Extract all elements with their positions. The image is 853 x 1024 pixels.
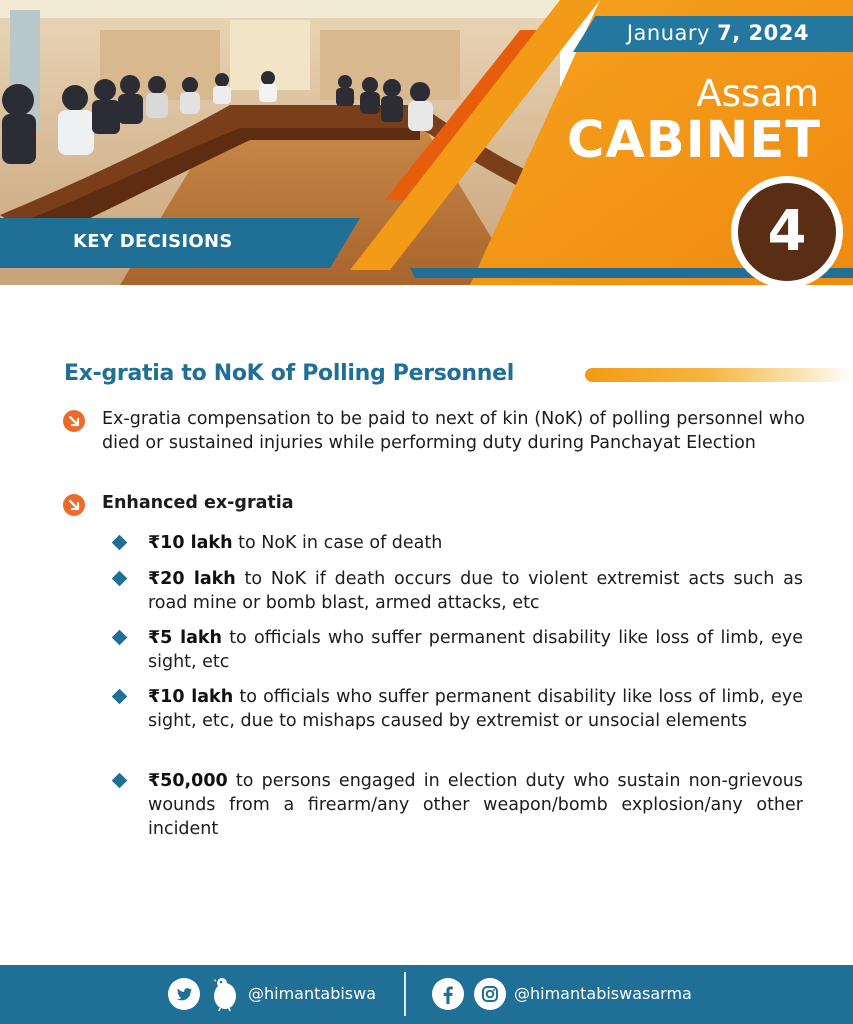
title-state: Assam [696, 72, 819, 115]
footer-divider [404, 972, 406, 1016]
item-amount: ₹5 lakh [148, 628, 222, 648]
facebook-icon[interactable] [432, 978, 464, 1010]
item-amount: ₹10 lakh [148, 533, 233, 553]
handle-twitter-koo[interactable]: @himantabiswa [248, 984, 377, 1003]
item-amount: ₹10 lakh [148, 687, 234, 707]
list-item [148, 531, 803, 555]
arrow-bullet-icon [63, 494, 85, 516]
section-title: Ex-gratia to NoK of Polling Personnel [64, 361, 514, 386]
list-item [148, 626, 803, 674]
item-amount: ₹20 lakh [148, 569, 236, 589]
title-cabinet: CABINET [566, 111, 821, 170]
twitter-icon[interactable] [168, 978, 200, 1010]
enhanced-ex-gratia-heading: Enhanced ex-gratia [102, 493, 294, 513]
item-text: to officials who suffer permanent disability like loss of limb, eye sight, etc [148, 628, 804, 672]
list-item [148, 685, 803, 733]
item-text: to NoK if death occurs due to violent extremist acts such as road mine or bomb blast, armed attacks, etc [148, 569, 803, 613]
diamond-bullet-icon [112, 773, 128, 789]
list-item [148, 769, 803, 841]
koo-icon[interactable] [212, 974, 238, 1012]
date-label [627, 21, 809, 45]
number-badge: 4 [738, 183, 836, 281]
item-text: to officials who suffer permanent disability like loss of limb, eye sight, etc, due to mishaps caused by extremist or unsocial elements [148, 687, 803, 731]
intro-paragraph: Ex-gratia compensation to be paid to next of kin (NoK) of polling personnel who died or sustained injuries while performing duty during Panchayat Election [102, 409, 805, 453]
diamond-bullet-icon [112, 689, 128, 705]
header-banner [0, 0, 853, 285]
handle-facebook-instagram[interactable]: @himantabiswasarma [514, 984, 692, 1003]
item-text: to persons engaged in election duty who sustain non-grievous wounds from a firearm/any other weapon/bomb explosion/any other incident [148, 771, 803, 839]
date-month: January [626, 21, 710, 45]
title-accent-bar [585, 368, 853, 382]
arrow-bullet-icon [63, 410, 85, 432]
diamond-bullet-icon [112, 630, 128, 646]
item-text: to NoK in case of death [232, 533, 443, 553]
list-item [148, 567, 803, 615]
item-amount: ₹50,000 [148, 771, 228, 791]
diamond-bullet-icon [112, 571, 128, 587]
key-decisions-label: KEY DECISIONS [73, 231, 233, 252]
diamond-bullet-icon [112, 535, 128, 551]
footer-bar [0, 965, 853, 1024]
instagram-icon[interactable] [474, 978, 506, 1010]
date-day-year: 7, 2024 [717, 21, 809, 45]
